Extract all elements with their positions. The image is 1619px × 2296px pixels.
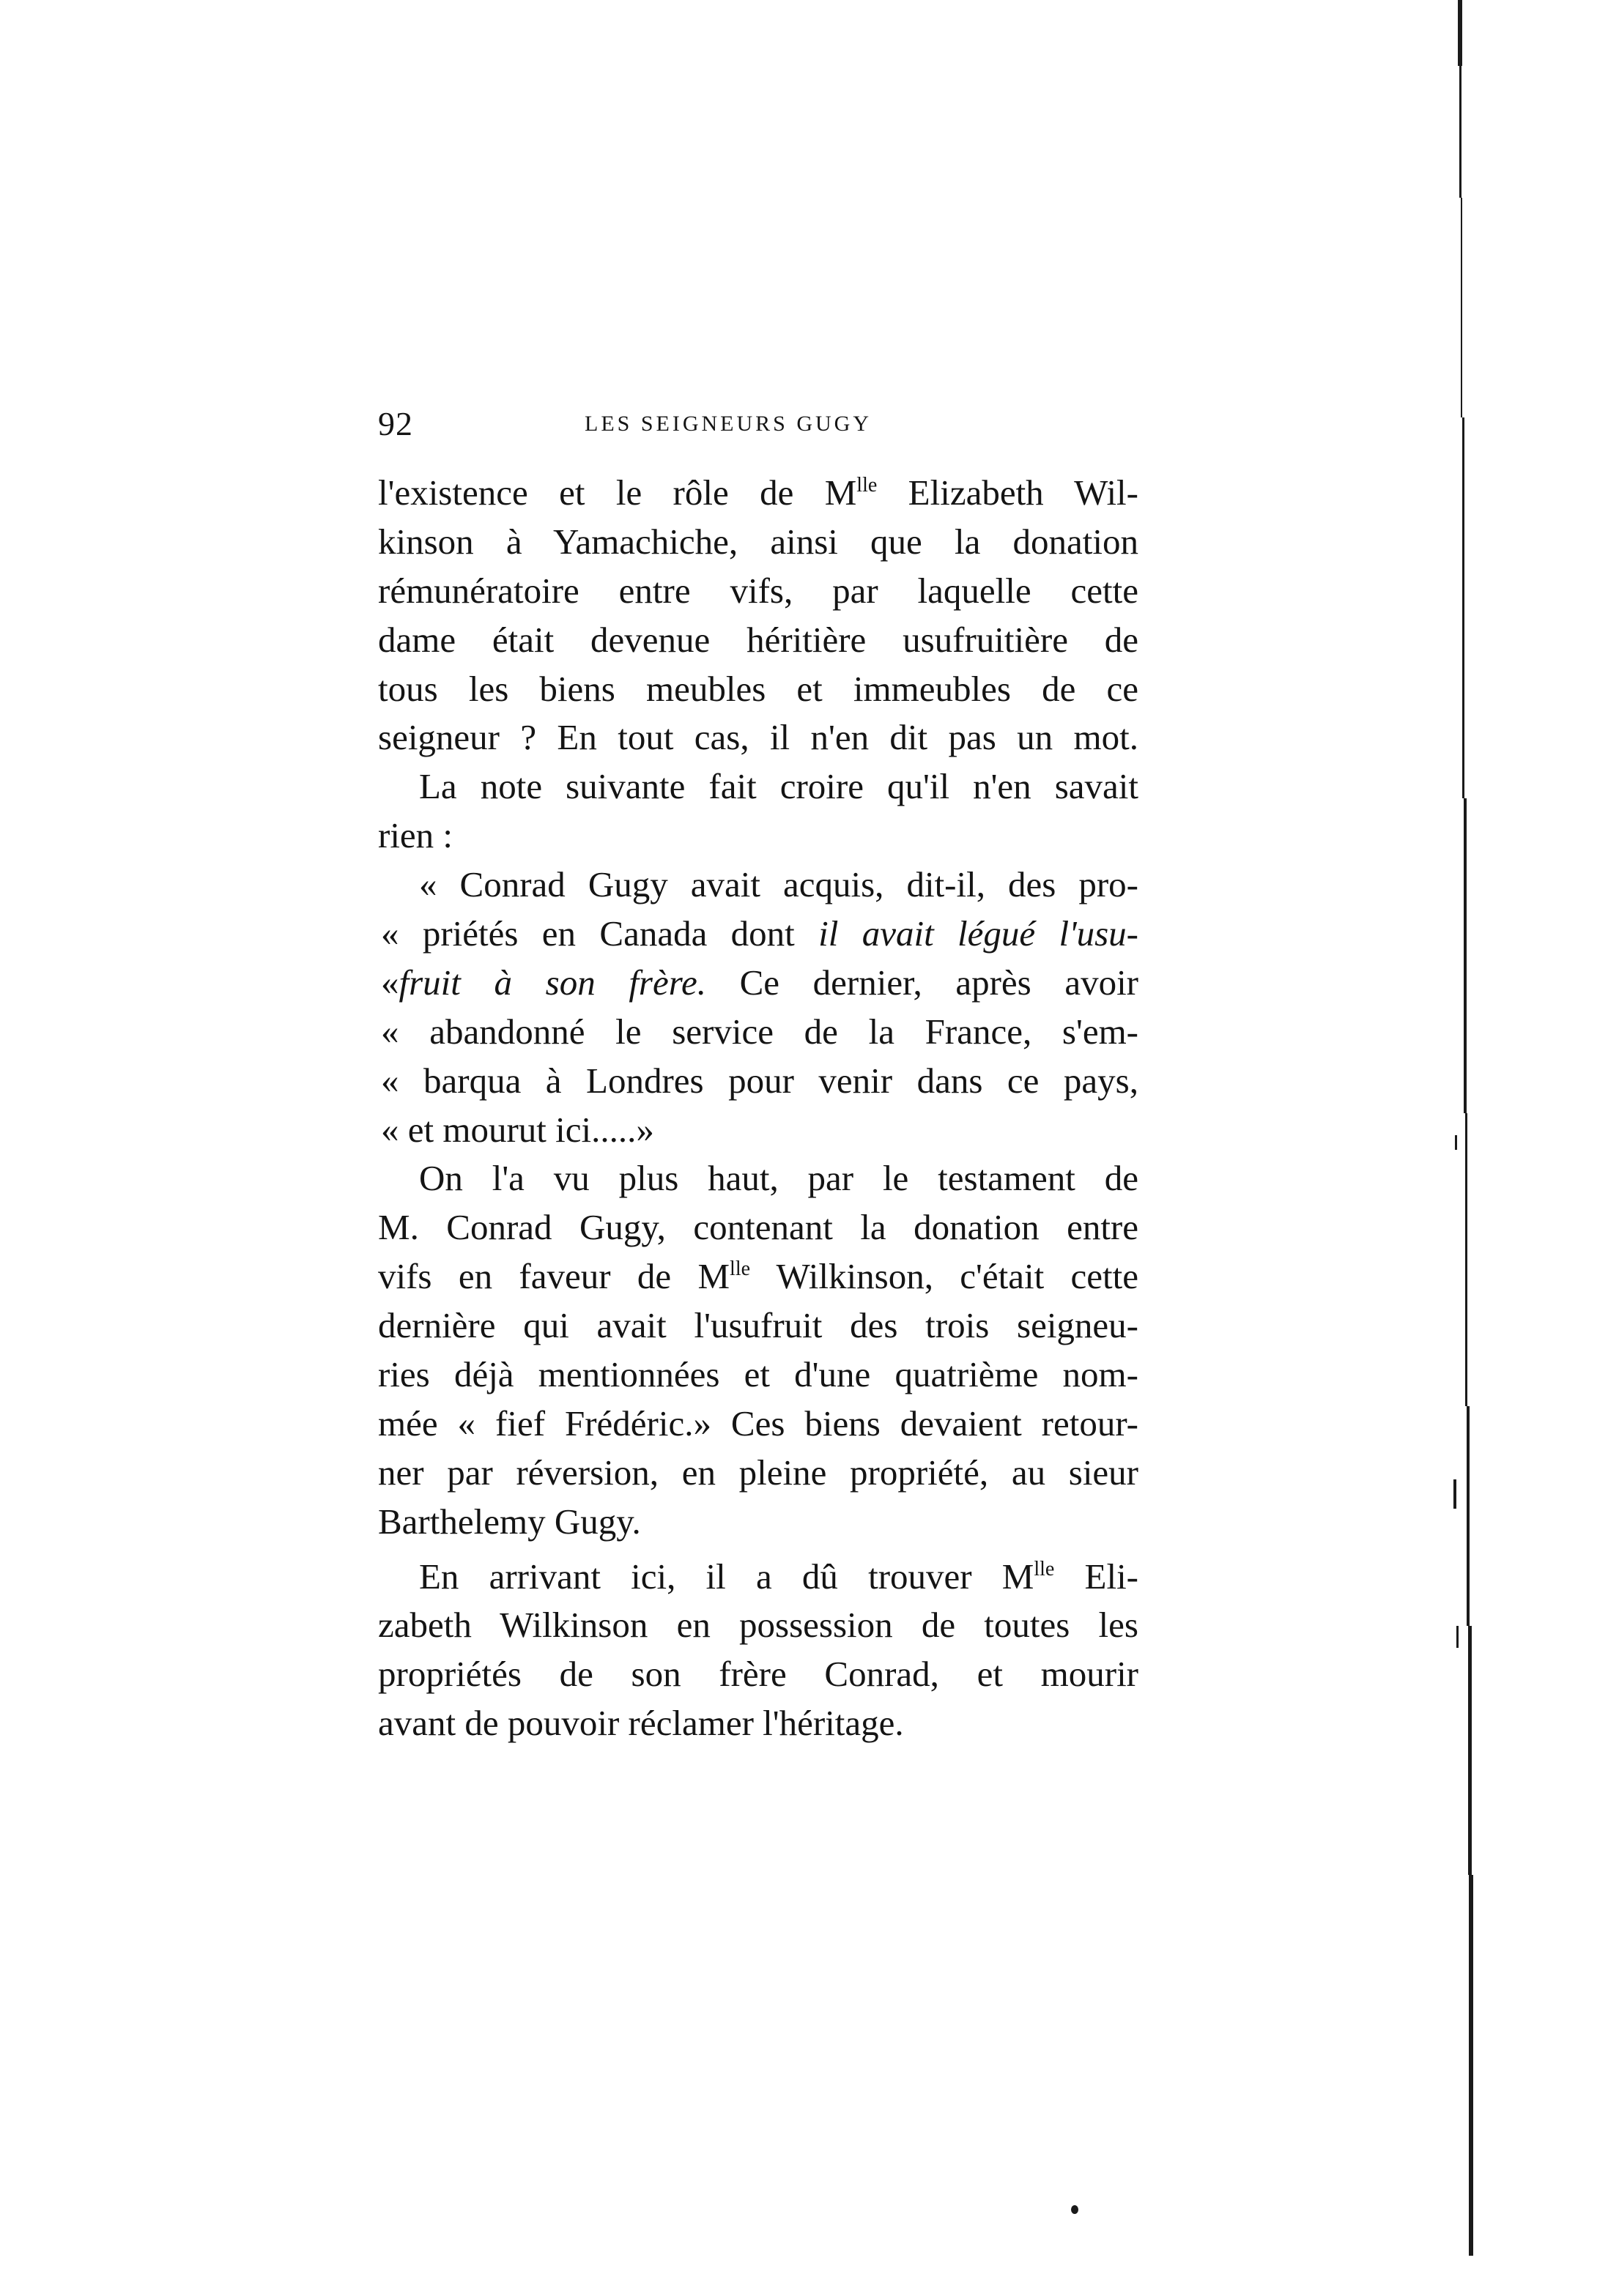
page-number: 92 <box>378 405 413 442</box>
text-line: tous les biens meubles et immeubles de ce <box>378 668 1138 709</box>
text-line: seigneur ? En tout cas, il n'en dit pas un mot. <box>378 717 1138 758</box>
text-line: dame était devenue héritière usufruitière de <box>378 619 1138 660</box>
ink-speck <box>1071 2205 1078 2214</box>
text-line: dernière qui avait l'usufruit des trois seigneu- <box>378 1305 1138 1346</box>
page-header <box>378 404 1155 448</box>
text-line: rien : <box>378 815 453 856</box>
text-line: propriétés de son frère Conrad, et mourir <box>378 1654 1138 1695</box>
text-line: zabeth Wilkinson en possession de toutes les <box>378 1605 1138 1646</box>
text-line: rémunératoire entre vifs, par laquelle cette <box>378 570 1138 611</box>
quote-line: « barqua à Londres pour venir dans ce pays, <box>381 1060 1138 1101</box>
page-edge-binding <box>1458 0 1480 2270</box>
text-line: l'existence et le rôle de $M^{lle}$ Elizabeth Wil- <box>378 472 1138 513</box>
running-head: LES SEIGNEURS GUGY <box>585 412 873 436</box>
quote-line: « Conrad Gugy avait acquis, dit-il, des pro- <box>419 864 1138 905</box>
quote-line: « abandonné le service de la France, s'em- <box>381 1011 1138 1052</box>
paragraph-start: En arrivant ici, il a dû trouver $M^{lle}$ Eli- <box>419 1556 1139 1597</box>
text-line: mée « fief Frédéric.» Ces biens devaient retour- <box>378 1403 1138 1444</box>
text-line: vifs en faveur de $M^{lle}$ Wilkinson, c'était cette <box>378 1256 1139 1297</box>
text-line: ries déjà mentionnées et d'une quatrième nom- <box>378 1354 1138 1395</box>
text-line: kinson à Yamachiche, ainsi que la donation <box>378 521 1138 562</box>
quote-line: « et mourut ici.....» <box>381 1109 654 1150</box>
text-line: Barthelemy Gugy. <box>378 1501 641 1542</box>
quote-line: « priétés en Canada dont il avait légué l'usu- <box>381 913 1138 954</box>
text-line: ner par réversion, en pleine propriété, au sieur <box>378 1452 1138 1493</box>
body-text <box>378 469 1138 1748</box>
quote-line: «fruit à son frère. Ce dernier, après avoir <box>381 962 1138 1003</box>
text-line: M. Conrad Gugy, contenant la donation entre <box>378 1207 1138 1248</box>
text-line: avant de pouvoir réclamer l'héritage. <box>378 1703 904 1744</box>
paragraph-start: La note suivante fait croire qu'il n'en savait <box>419 766 1138 807</box>
paragraph-start: On l'a vu plus haut, par le testament de <box>419 1158 1138 1199</box>
